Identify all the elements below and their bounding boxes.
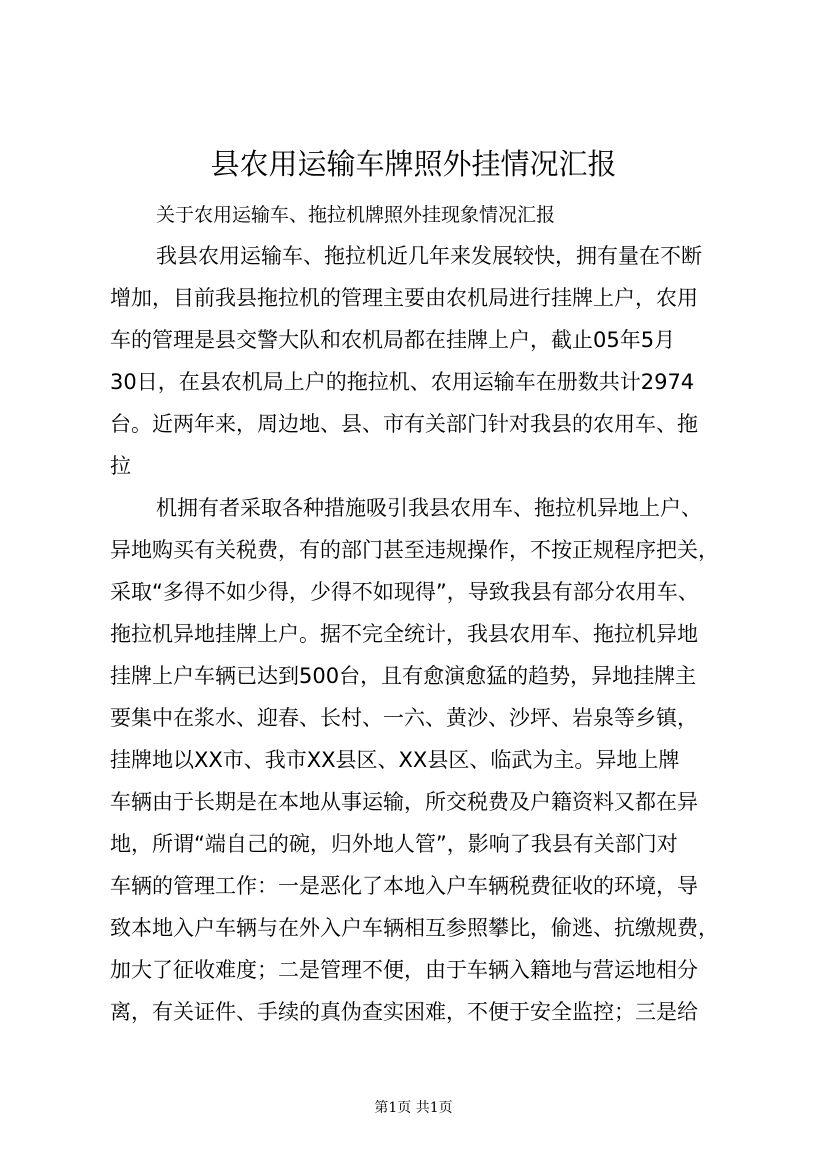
document-subtitle: 关于农用运输车、拖拉机牌照外挂现象情况汇报 bbox=[156, 204, 556, 226]
document-page: 县农用运输车牌照外挂情况汇报 关于农用运输车、拖拉机牌照外挂现象情况汇报 我县农用运输车、拖拉机近几年来发展较快，拥有量在不断 增加，目前我县拖拉机的管理主要由农机局进行挂牌上户，农用 车的管理是县交警大队和农机局都在挂牌上户，截止05年5月 30日，在县农机局上户的拖拉机、农用运输车在册数共计2974 台。近两年来，周边地、县、市有关部门针对我县的农用车、拖 拉 机拥有者采取各种措施吸引我县农用车、拖拉机异地上户、 异地购买有关税费，有的部门甚至违规操作，不按正规程序把关， 采取“多得不如少得，少得不如现得”，导致我县有部分农用车、 拖拉机异地挂牌上户。据不完全统计，我县农用车、拖拉机异地 挂牌上户车辆已达到500台，且有愈演愈猛的趋势，异地挂牌主 要集中在浆水、迎春、长村、一六、黄沙、沙坪、岩泉等乡镇， 挂牌地以XX市、我市XX县区、XX县区、临武为主。异地上牌 车辆由于长期是在本地从事运输，所交税费及户籍资料又都在异 地，所谓“端自己的碗，归外地人管”，影响了我县有关部门对 车辆的管理工作：一是恶化了本地入户车辆税费征收的环境，导 致本地入户车辆与在外入户车辆相互参照攀比，偷逃、抗缴规费， 加大了征收难度；二是管理不便，由于车辆入籍地与营运地相分 离，有关证件、手续的真伪查实困难，不便于安全监控；三是给 第1页 共1页 bbox=[0, 0, 827, 1170]
page-footer: 第1页 共1页 bbox=[374, 1100, 453, 1116]
document-title: 县农用运输车牌照外挂情况汇报 bbox=[210, 147, 617, 181]
